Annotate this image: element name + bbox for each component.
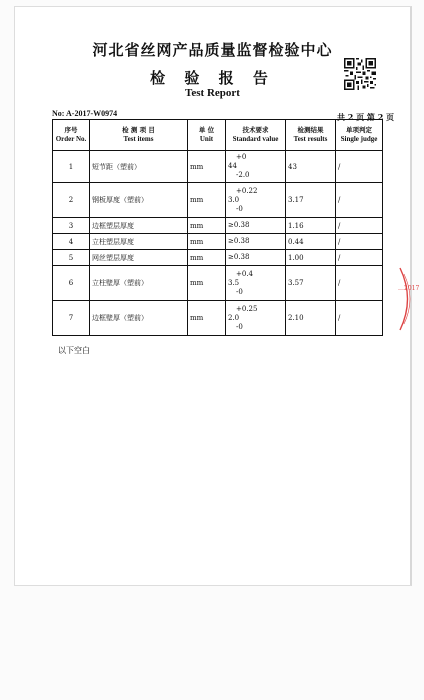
organization-name: 河北省丝网产品质量监督检验中心 <box>92 41 333 59</box>
order-cell: 6 <box>53 266 90 301</box>
standard-cell: ≥0.38 <box>226 250 286 266</box>
judge-cell: / <box>336 218 383 234</box>
table-row <box>53 266 383 301</box>
table-row <box>53 301 383 336</box>
table-row <box>53 250 383 266</box>
order-cell: 3 <box>53 218 90 234</box>
result-cell: 3.17 <box>286 183 336 218</box>
result-cell: 3.57 <box>286 266 336 301</box>
table-row <box>53 218 383 234</box>
standard-cell: +0.4 3.5 -0 <box>226 266 286 301</box>
seal-stamp-icon <box>397 266 420 332</box>
item-cell: 边框塑层厚度 <box>90 218 188 234</box>
report-title-en: Test Report <box>185 87 240 99</box>
order-cell: 2 <box>53 183 90 218</box>
test-results-table <box>52 119 383 336</box>
item-cell: 网丝塑层厚度 <box>90 250 188 266</box>
item-cell: 立柱壁厚（塑前） <box>90 266 188 301</box>
table-row <box>53 183 383 218</box>
unit-cell: mm <box>188 218 226 234</box>
unit-cell: mm <box>188 234 226 250</box>
report-title-cn: 检 验 报 告 <box>150 69 275 87</box>
standard-cell: +0.22 3.0 -0 <box>226 183 286 218</box>
judge-cell: / <box>336 301 383 336</box>
result-cell: 2.10 <box>286 301 336 336</box>
header-items: 检 测 项 目 Test items <box>90 120 188 151</box>
unit-cell: mm <box>188 183 226 218</box>
result-cell: 1.00 <box>286 250 336 266</box>
report-number: No: A-2017-W0974 <box>52 109 118 118</box>
item-cell: 立柱塑层厚度 <box>90 234 188 250</box>
result-cell: 0.44 <box>286 234 336 250</box>
judge-cell: / <box>336 266 383 301</box>
item-cell: 边框壁厚（塑前） <box>90 301 188 336</box>
order-cell: 7 <box>53 301 90 336</box>
end-note: 以下空白 <box>58 346 90 355</box>
order-cell: 1 <box>53 151 90 183</box>
order-cell: 4 <box>53 234 90 250</box>
standard-cell: ≥0.38 <box>226 218 286 234</box>
judge-cell: / <box>336 151 383 183</box>
seal-text: …2017 <box>398 285 420 292</box>
standard-cell: ≥0.38 <box>226 234 286 250</box>
header-unit: 单 位 Unit <box>188 120 226 151</box>
item-cell: 短节距（塑前） <box>90 151 188 183</box>
header-standard: 技术要求 Standard value <box>226 120 286 151</box>
table-row <box>53 234 383 250</box>
order-cell: 5 <box>53 250 90 266</box>
judge-cell: / <box>336 234 383 250</box>
header-results: 检测结果 Test results <box>286 120 336 151</box>
judge-cell: / <box>336 183 383 218</box>
qr-code-icon <box>344 58 376 90</box>
item-cell: 钢板厚度（塑前） <box>90 183 188 218</box>
unit-cell: mm <box>188 301 226 336</box>
header-order: 序号 Order No. <box>53 120 90 151</box>
unit-cell: mm <box>188 266 226 301</box>
result-cell: 43 <box>286 151 336 183</box>
judge-cell: / <box>336 250 383 266</box>
table-row <box>53 151 383 183</box>
standard-cell: +0.25 2.0 -0 <box>226 301 286 336</box>
page-count: 共 2 页 第 2 页 <box>337 112 395 122</box>
header-judge: 单项判定 Single judge <box>336 120 383 151</box>
table-header-row <box>53 120 383 151</box>
standard-cell: +0 44 -2.0 <box>226 151 286 183</box>
unit-cell: mm <box>188 151 226 183</box>
unit-cell: mm <box>188 250 226 266</box>
result-cell: 1.16 <box>286 218 336 234</box>
